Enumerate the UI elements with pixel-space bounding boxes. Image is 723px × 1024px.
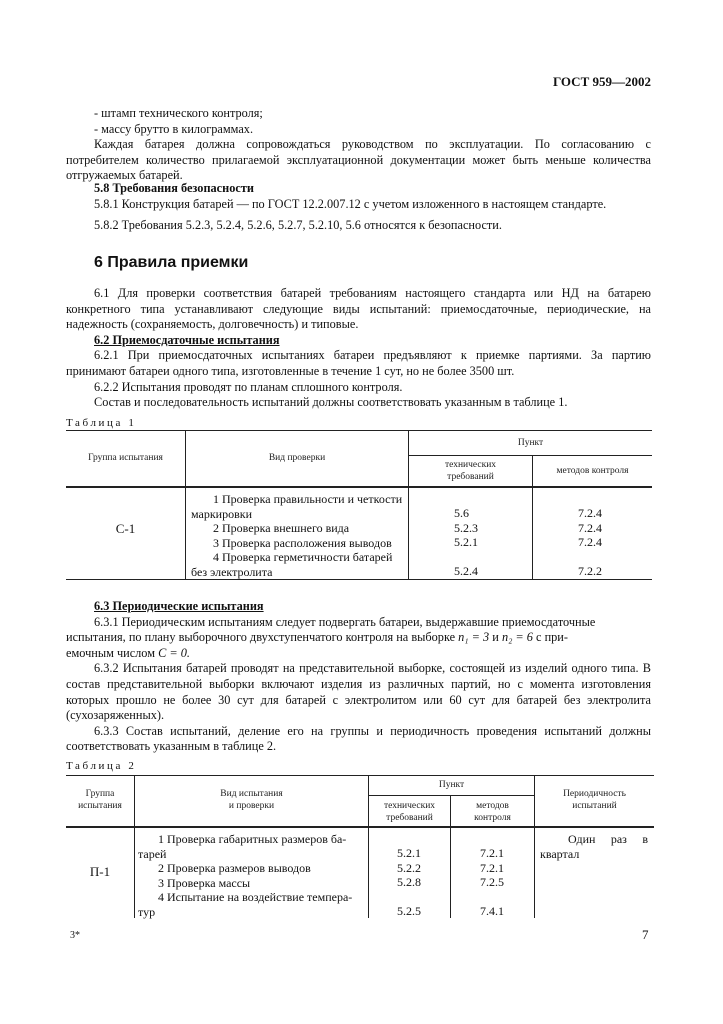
table-row: 2 Проверка внешнего вида [213,521,350,535]
para-6-3-1-line1: 6.3.1 Периодическим испытаниям следует подвергать батареи, выдержавшие приемосдаточные [94,614,596,629]
table-cell: 5.2.1 [397,846,421,860]
table-cell: 7.2.5 [480,875,504,889]
table-cell: 5.2.4 [454,564,478,578]
para-6-3-2: 6.3.2 Испытания батарей проводят на представительной выборке, состоящей из изделий одного типа. В состав представительной выборки включают изделия из различных партий, но с момента изготовления которых прошло не более 30 сут для батарей с электролитом или 60 сут для батарей без электролита (сухозаряженных). [66,661,651,723]
table-cell: 7.2.1 [480,846,504,860]
table-2-header-tech-line1: технических [383,801,436,811]
intro-line-mass: - массу брутто в килограммах. [94,121,254,136]
table-1 [66,430,652,580]
para-5-8-1: 5.8.1 Конструкция батарей — по ГОСТ 12.2.007.12 с учетом изложенного в настоящем стандарте. [94,196,607,211]
table-cell: 5.6 [454,506,469,520]
table-2-method-values [480,846,504,919]
table-2-header-test-line1: Вид испытания [220,789,283,799]
table-2-header-tech-line2: требований [386,813,433,823]
para-6-2-1: 6.2.1 При приемосдаточных испытаниях батареи предъявляют к приемке партиями. За партию принимают батареи одного типа, изготовленные в течение 1 сут, но не более 3500 шт. [66,348,651,378]
table-cell: 5.2.2 [397,860,421,875]
para-6-2-2: 6.2.2 Испытания проводят по планам сплошного контроля. [94,379,403,394]
table-row: 4 Испытание на воздействие темпера- [158,890,353,904]
table-2-header-period-line2: испытаний [572,801,617,811]
para-6-3-1-and: и [492,630,499,645]
section-6-title: 6 Правила приемки [94,254,249,271]
table-cell: Один раз в [568,832,648,846]
section-6-body [66,286,651,411]
table-1-header-check: Вид проверки [268,453,326,463]
table-2-header-group-line1: Группа [85,789,115,799]
table-cell: 7.2.4 [578,535,602,549]
table-2-tests [138,832,366,919]
table-2-header-period [535,788,654,812]
table-2-caption: Таблица 2 [66,760,137,772]
table-2-header-methods-line1: методов [476,801,509,811]
table-row: 3 Проверка массы [158,875,251,890]
standard-number: ГОСТ 959—2002 [552,74,651,89]
table-row: тур [138,904,156,919]
table-2-header-test [135,788,368,812]
table-cell: 5.2.1 [454,535,478,549]
table-1-caption: Таблица 1 [66,417,137,429]
table-1-header-tech-line2: требований [447,472,494,482]
section-6-3-title: 6.3 Периодические испытания [94,599,264,613]
para-6-2-3: Состав и последовательность испытаний должны соответствовать указанным в таблице 1. [94,395,568,410]
section-5-8-title: 5.8 Требования безопасности [94,181,254,195]
para-6-3-1-line3 [66,646,651,662]
table-row: тарей [138,846,167,861]
table-1-tech-values [454,506,478,579]
footer-mark: 3* [70,930,80,941]
table-cell: 5.2.8 [397,875,421,889]
table-2-group-p1: П-1 [89,864,111,879]
para-6-3-1-with: с при- [536,630,568,645]
table-cell: 7.2.4 [578,520,602,535]
table-row: 1 Проверка габаритных размеров ба- [158,832,347,846]
section-6-2-title: 6.2 Приемосдаточные испытания [94,332,280,347]
table-row: маркировки [191,506,253,521]
intro-line-stamp: - штамп технического контроля; [94,106,263,120]
section-6-3 [66,599,651,755]
table-row: 1 Проверка правильности и четкости [213,492,403,506]
section-5-8 [66,181,651,234]
table-2-period-value [540,832,648,861]
para-6-3-1-line2 [66,630,651,646]
page-number: 7 [642,927,649,942]
para-5-8-2: 5.8.2 Требования 5.2.3, 5.2.4, 5.2.6, 5.2.7, 5.2.10, 5.6 относятся к безопасности. [94,218,502,233]
table-2 [66,775,654,918]
table-row: 3 Проверка расположения выводов [213,535,392,550]
para-6-3-1-text: испытания, по плану выборочного двухступенчатого контроля на выборке [66,630,456,645]
para-6-3-1-acceptance: емочным числом [66,645,156,660]
para-6-3-3: 6.3.3 Состав испытаний, деление его на группы и периодичность проведения испытаний должны соответствовать указанным в таблице 2. [66,723,651,754]
table-2-header-methods-line2: контроля [474,813,511,823]
table-cell: 5.2.3 [454,520,478,535]
table-1-header-point: Пункт [517,438,544,448]
table-1-header-tech [409,459,532,483]
sample-n2: n₂ = 6 [501,630,533,645]
acceptance-number: C = 0. [158,645,190,660]
sample-n1: n₁ = 3 [458,630,490,645]
para-6-1: 6.1 Для проверки соответствия батарей требованиям настоящего стандарта или НД на батарею конкретного типа устанавливают следующие виды испытаний: приемосдаточные, периодические, на надежность (сохраняемость, долговечность) и типовые. [66,286,651,332]
table-2-tech-values [397,846,421,919]
table-cell: 7.2.4 [578,506,602,520]
table-2-header-tech [369,800,450,824]
table-row: 4 Проверка герметичности батарей [213,550,393,564]
table-cell: 7.2.2 [578,564,602,578]
table-cell: квартал [540,846,580,861]
table-1-method-values [578,506,602,579]
table-2-header-methods [451,800,534,824]
intro-block [66,106,651,184]
table-2-header-group [66,788,134,812]
intro-paragraph: Каждая батарея должна сопровождаться руководством по эксплуатации. По согласованию с потребителем количество прилагаемой эксплуатационной документации может быть меньше количества отгружаемых батарей. [66,137,651,183]
table-row: 2 Проверка размеров выводов [158,861,311,875]
table-1-header-tech-line1: технических [444,460,497,470]
table-cell: 7.2.1 [480,860,504,875]
table-1-header-methods: методов контроля [556,466,629,476]
table-2-header-group-line2: испытания [78,801,122,811]
table-cell: 7.4.1 [480,904,504,918]
table-cell: 5.2.5 [397,904,421,918]
table-2-header-point: Пункт [438,780,465,790]
table-row: без электролита [191,564,273,579]
table-1-checks [191,492,406,579]
table-2-header-test-line2: и проверки [228,801,275,811]
table-2-header-period-line1: Периодичность [563,789,626,799]
table-1-group-c1: С-1 [115,521,136,536]
table-1-header-group: Группа испытания [88,453,163,463]
